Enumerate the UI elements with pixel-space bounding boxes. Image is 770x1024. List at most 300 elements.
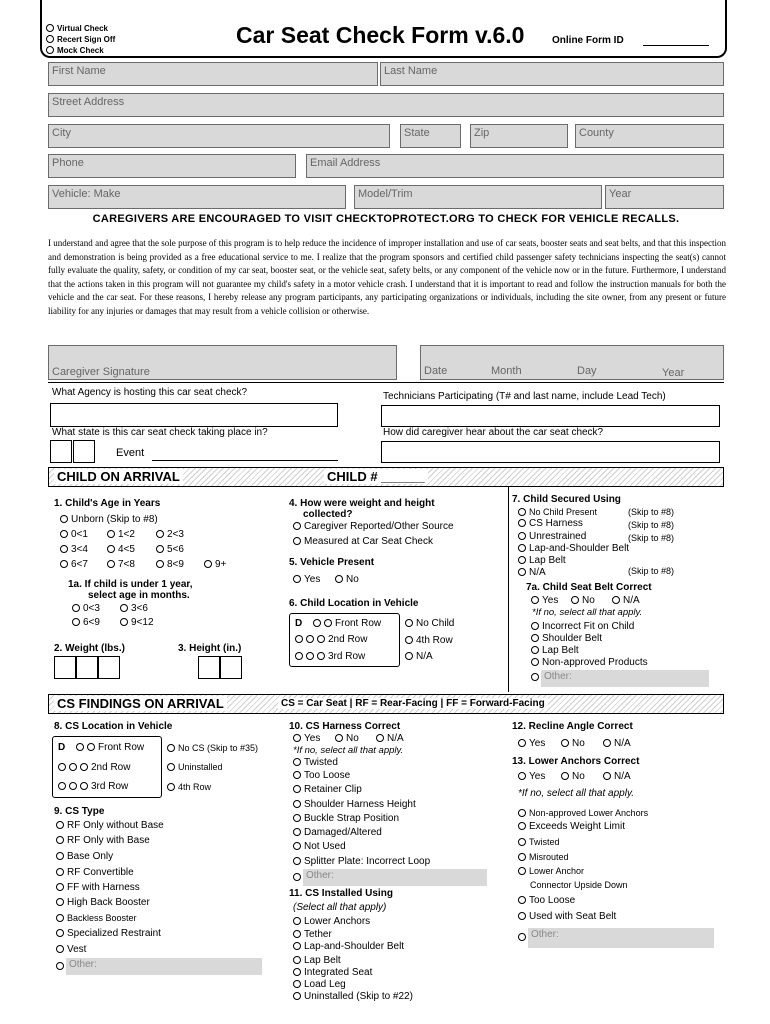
option-label: Lap Belt — [542, 645, 579, 656]
radio-icon[interactable] — [531, 622, 539, 630]
radio-icon[interactable] — [76, 743, 84, 751]
option-label: Lower Anchors — [304, 916, 371, 927]
q7a-yes[interactable] — [531, 595, 558, 607]
q8-no-cs[interactable] — [167, 742, 258, 754]
radio-icon[interactable] — [156, 560, 164, 568]
q10-option[interactable] — [293, 770, 350, 782]
option-label: Uninstalled (Skip to #22) — [304, 991, 413, 1002]
radio-icon[interactable] — [56, 836, 64, 844]
vehicle-model-field[interactable]: Model/Trim — [354, 185, 602, 209]
option-label: 4th Row — [416, 635, 453, 646]
radio-icon[interactable] — [293, 785, 301, 793]
radio-icon[interactable] — [603, 772, 611, 780]
radio-icon[interactable] — [56, 929, 64, 937]
q10-option[interactable] — [293, 784, 362, 796]
age-option[interactable] — [156, 544, 184, 556]
radio-icon[interactable] — [293, 942, 301, 950]
radio-icon[interactable] — [107, 560, 115, 568]
q11-option[interactable] — [293, 941, 404, 953]
radio-icon[interactable] — [518, 772, 526, 780]
option-label: 2nd Row — [91, 762, 131, 773]
q9-other-field[interactable]: Other: — [66, 958, 262, 975]
radio-icon[interactable] — [518, 933, 526, 941]
q13-na[interactable] — [603, 771, 631, 783]
q7a-option[interactable] — [531, 645, 579, 657]
q12-heading: 12. Recline Angle Correct — [512, 721, 633, 732]
q13-note: *If no, select all that apply. — [518, 788, 634, 799]
radio-icon[interactable] — [324, 619, 332, 627]
option-label: CS Harness — [529, 518, 583, 529]
month-option[interactable] — [72, 603, 100, 615]
option-label: Yes — [304, 574, 321, 585]
radio-icon[interactable] — [335, 734, 343, 742]
q8-3rd-row[interactable] — [58, 781, 128, 793]
option-label: Measured at Car Seat Check — [304, 536, 433, 547]
q10-option[interactable] — [293, 827, 382, 839]
radio-icon[interactable] — [69, 782, 77, 790]
month-label: Month — [491, 365, 522, 377]
q11-option[interactable] — [293, 967, 372, 979]
technicians-input[interactable] — [381, 405, 720, 427]
radio-icon[interactable] — [46, 46, 54, 54]
q9-option[interactable] — [56, 867, 134, 879]
hear-input[interactable] — [381, 441, 720, 463]
q10-option[interactable] — [293, 841, 346, 853]
option-label: Load Leg — [304, 979, 346, 990]
q10-option[interactable] — [293, 813, 399, 825]
radio-icon[interactable] — [313, 619, 321, 627]
radio-icon[interactable] — [295, 635, 303, 643]
q5-no[interactable] — [335, 574, 359, 586]
radio-icon[interactable] — [306, 635, 314, 643]
radio-icon[interactable] — [167, 763, 175, 771]
caregiver-signature-field[interactable]: Caregiver Signature — [48, 345, 397, 380]
q7a-other-field[interactable]: Other: — [541, 670, 709, 687]
q6-3rd-row[interactable] — [295, 651, 365, 663]
option-label: Shoulder Harness Height — [304, 799, 416, 810]
radio-icon[interactable] — [56, 898, 64, 906]
radio-icon[interactable] — [80, 782, 88, 790]
radio-icon[interactable] — [156, 530, 164, 538]
radio-icon[interactable] — [56, 962, 64, 970]
q10-other-field[interactable]: Other: — [303, 869, 487, 886]
age-option[interactable] — [107, 559, 135, 571]
technicians-question: Technicians Participating (T# and last name, include Lead Tech) — [383, 391, 666, 402]
q1a-heading-line2: select age in months. — [88, 590, 190, 601]
q7-heading: 7. Child Secured Using — [512, 494, 621, 505]
q12-no[interactable] — [561, 738, 585, 750]
q11-option[interactable] — [293, 916, 370, 928]
q9-option[interactable] — [56, 835, 150, 847]
radio-icon[interactable] — [293, 575, 301, 583]
radio-icon[interactable] — [531, 673, 539, 681]
state-box-1[interactable] — [50, 440, 72, 463]
radio-icon[interactable] — [204, 560, 212, 568]
radio-icon[interactable] — [107, 530, 115, 538]
month-option[interactable] — [72, 617, 100, 629]
q3-heading: 3. Height (in.) — [178, 643, 242, 654]
option-label: 1<2 — [118, 529, 135, 540]
radio-icon[interactable] — [293, 734, 301, 742]
radio-icon[interactable] — [518, 568, 526, 576]
option-label: 0<3 — [83, 603, 100, 614]
q6-2nd-row[interactable] — [295, 634, 367, 646]
q7a-option[interactable] — [531, 633, 602, 645]
option-label: Unrestrained — [529, 531, 587, 542]
radio-icon[interactable] — [518, 867, 526, 875]
radio-icon[interactable] — [405, 619, 413, 627]
state-box-2[interactable] — [73, 440, 95, 463]
radio-icon[interactable] — [293, 917, 301, 925]
q11-option[interactable] — [293, 929, 332, 941]
q13-no[interactable] — [561, 771, 585, 783]
radio-icon[interactable] — [335, 575, 343, 583]
q12-yes[interactable] — [518, 738, 545, 750]
radio-icon[interactable] — [561, 739, 569, 747]
radio-icon[interactable] — [518, 532, 526, 540]
option-label: Not Used — [304, 841, 346, 852]
q10-no[interactable] — [335, 733, 359, 745]
option-label: No — [572, 738, 585, 749]
radio-icon[interactable] — [603, 739, 611, 747]
divider — [48, 382, 724, 383]
q13-other-field[interactable]: Other: — [528, 928, 714, 948]
radio-icon[interactable] — [518, 809, 526, 817]
q8-2nd-row[interactable] — [58, 762, 130, 774]
radio-icon[interactable] — [531, 634, 539, 642]
mode-label: Virtual Check — [57, 24, 108, 33]
street-address-field[interactable]: Street Address — [48, 93, 724, 117]
q13-option[interactable] — [518, 821, 625, 833]
q11-option[interactable] — [293, 955, 341, 967]
q9-option[interactable] — [56, 820, 164, 832]
radio-icon[interactable] — [295, 652, 303, 660]
last-name-field[interactable]: Last Name — [380, 62, 724, 86]
q4-option[interactable] — [293, 536, 433, 548]
q6-front-row[interactable] — [313, 618, 381, 630]
age-option[interactable] — [60, 559, 88, 571]
option-label: 3<4 — [71, 544, 88, 555]
q10-option[interactable] — [293, 757, 338, 769]
radio-icon[interactable] — [72, 604, 80, 612]
option-label: Tether — [304, 929, 332, 940]
radio-icon[interactable] — [293, 828, 301, 836]
radio-icon[interactable] — [293, 873, 301, 881]
radio-icon[interactable] — [156, 545, 164, 553]
q10-option[interactable] — [293, 856, 430, 868]
radio-icon[interactable] — [60, 530, 68, 538]
q9-option[interactable] — [56, 897, 150, 909]
option-label: N/A — [529, 567, 546, 578]
q7-option[interactable] — [518, 567, 546, 579]
option-label: Caregiver Reported/Other Source — [304, 521, 454, 532]
radio-icon[interactable] — [405, 636, 413, 644]
q6-heading: 6. Child Location in Vehicle — [289, 598, 419, 609]
state-field[interactable]: State — [400, 124, 461, 148]
radio-icon[interactable] — [612, 596, 620, 604]
mode-label: Mock Check — [57, 46, 104, 55]
option-label: Specialized Restraint — [67, 928, 161, 939]
weight-box-2[interactable] — [76, 656, 98, 679]
radio-icon[interactable] — [518, 912, 526, 920]
q7-option[interactable] — [518, 518, 583, 530]
q12-na[interactable] — [603, 738, 631, 750]
radio-icon[interactable] — [107, 545, 115, 553]
q13-option[interactable] — [518, 851, 569, 863]
age-option[interactable] — [107, 529, 135, 541]
q7a-heading: 7a. Child Seat Belt Correct — [526, 582, 652, 593]
radio-icon[interactable] — [72, 618, 80, 626]
radio-icon[interactable] — [293, 800, 301, 808]
q7-option[interactable] — [518, 506, 597, 518]
radio-icon[interactable] — [518, 822, 526, 830]
q13-option[interactable] — [518, 836, 560, 848]
email-field[interactable]: Email Address — [306, 154, 724, 178]
radio-icon[interactable] — [60, 560, 68, 568]
q1a-heading-line1: 1a. If child is under 1 year, — [68, 579, 193, 590]
q11-option[interactable] — [293, 991, 413, 1003]
option-label: Used with Seat Belt — [529, 911, 617, 922]
option-label: N/A — [387, 733, 404, 744]
radio-icon[interactable] — [293, 758, 301, 766]
option-label: 5<6 — [167, 544, 184, 555]
online-form-id-label: Online Form ID — [552, 35, 624, 46]
radio-icon[interactable] — [531, 646, 539, 654]
q8-front-row[interactable] — [76, 742, 144, 754]
option-label: Retainer Clip — [304, 784, 362, 795]
radio-icon[interactable] — [46, 35, 54, 43]
q9-option[interactable] — [56, 912, 137, 924]
q9-option[interactable] — [56, 928, 161, 940]
option-label: 4<5 — [118, 544, 135, 555]
abbreviation-legend: CS = Car Seat | RF = Rear-Facing | FF = Forward-Facing — [278, 698, 548, 709]
radio-icon[interactable] — [293, 956, 301, 964]
county-field[interactable]: County — [575, 124, 724, 148]
radio-icon[interactable] — [293, 968, 301, 976]
age-unborn-option[interactable] — [60, 514, 158, 526]
radio-icon[interactable] — [60, 545, 68, 553]
option-label: No Child — [416, 618, 455, 629]
q10-yes[interactable] — [293, 733, 320, 745]
radio-icon[interactable] — [518, 508, 526, 516]
q8-4th-row[interactable] — [167, 781, 211, 793]
option-label: 4th Row — [178, 782, 212, 792]
height-box-2[interactable] — [220, 656, 242, 679]
q9-option[interactable] — [56, 851, 113, 863]
radio-icon[interactable] — [293, 930, 301, 938]
option-label: RF Only with Base — [67, 835, 150, 846]
agency-question: What Agency is hosting this car seat check? — [52, 387, 248, 398]
radio-icon[interactable] — [293, 842, 301, 850]
q7-skip-note: (Skip to #8) — [628, 507, 675, 517]
radio-icon[interactable] — [376, 734, 384, 742]
age-option[interactable] — [204, 559, 226, 571]
q5-yes[interactable] — [293, 574, 320, 586]
q11-option[interactable] — [293, 979, 346, 991]
q4-heading-line1: 4. How were weight and height — [289, 498, 435, 509]
age-option[interactable] — [60, 529, 88, 541]
age-option[interactable] — [60, 544, 88, 556]
q6-no-child[interactable] — [405, 618, 454, 630]
radio-icon[interactable] — [531, 658, 539, 666]
radio-icon[interactable] — [69, 763, 77, 771]
weight-box-1[interactable] — [54, 656, 76, 679]
q13-heading: 13. Lower Anchors Correct — [512, 756, 640, 767]
radio-icon[interactable] — [293, 857, 301, 865]
radio-icon[interactable] — [518, 519, 526, 527]
radio-icon[interactable] — [293, 537, 301, 545]
option-label: Too Loose — [529, 895, 576, 906]
option-label: Base Only — [67, 851, 114, 862]
age-option[interactable] — [156, 559, 184, 571]
recall-notice: CAREGIVERS ARE ENCOURAGED TO VISIT CHECKTOPROTECT.ORG TO CHECK FOR VEHICLE RECALLS. — [92, 213, 680, 225]
q6-4th-row[interactable] — [405, 635, 453, 647]
month-option[interactable] — [120, 617, 154, 629]
radio-icon[interactable] — [120, 604, 128, 612]
radio-icon[interactable] — [531, 596, 539, 604]
q8-heading: 8. CS Location in Vehicle — [54, 721, 173, 732]
radio-icon[interactable] — [60, 515, 68, 523]
radio-icon[interactable] — [56, 821, 64, 829]
option-label: Lap Belt — [304, 955, 341, 966]
radio-icon[interactable] — [87, 743, 95, 751]
q7a-note: *If no, select all that apply. — [532, 607, 643, 618]
mode-label: Recert Sign Off — [57, 35, 116, 44]
vehicle-year-field[interactable]: Year — [605, 185, 724, 209]
radio-icon[interactable] — [167, 744, 175, 752]
hear-question: How did caregiver hear about the car seat check? — [383, 427, 604, 438]
radio-icon[interactable] — [293, 980, 301, 988]
q8-uninstalled[interactable] — [167, 761, 223, 773]
q7-option[interactable] — [518, 555, 566, 567]
q13-option[interactable] — [518, 865, 584, 877]
radio-icon[interactable] — [46, 24, 54, 32]
radio-icon[interactable] — [167, 783, 175, 791]
height-box-1[interactable] — [198, 656, 220, 679]
radio-icon[interactable] — [518, 896, 526, 904]
radio-icon[interactable] — [56, 945, 64, 953]
radio-icon[interactable] — [58, 763, 66, 771]
option-label: RF Only without Base — [67, 820, 164, 831]
option-label: Uninstalled — [178, 762, 223, 772]
mode-recert-sign-off[interactable] — [46, 34, 115, 45]
radio-icon[interactable] — [80, 763, 88, 771]
q10-option[interactable] — [293, 799, 416, 811]
first-name-field[interactable]: First Name — [48, 62, 378, 86]
weight-box-3[interactable] — [98, 656, 120, 679]
option-label: 9<12 — [131, 617, 154, 628]
option-label: No Child Present — [529, 507, 598, 517]
radio-icon[interactable] — [561, 772, 569, 780]
agency-input[interactable] — [50, 403, 338, 427]
radio-icon[interactable] — [405, 652, 413, 660]
q5-heading: 5. Vehicle Present — [289, 557, 375, 568]
radio-icon[interactable] — [317, 652, 325, 660]
age-option[interactable] — [107, 544, 135, 556]
age-option[interactable] — [156, 529, 184, 541]
option-label: Integrated Seat — [304, 967, 373, 978]
state-question: What state is this car seat check taking place in? — [52, 427, 268, 438]
radio-icon[interactable] — [518, 838, 526, 846]
option-label: 3rd Row — [91, 781, 129, 792]
radio-icon[interactable] — [56, 852, 64, 860]
zip-field[interactable]: Zip — [470, 124, 568, 148]
option-label: 7<8 — [118, 559, 135, 570]
radio-icon[interactable] — [56, 868, 64, 876]
q7-option[interactable] — [518, 543, 629, 555]
q10-na[interactable] — [376, 733, 404, 745]
online-form-id-field[interactable] — [643, 45, 709, 46]
radio-icon[interactable] — [317, 635, 325, 643]
radio-icon[interactable] — [293, 771, 301, 779]
q13-option[interactable] — [518, 911, 616, 923]
option-label: Lap-and-Shoulder Belt — [304, 941, 405, 952]
q9-option[interactable] — [56, 944, 86, 956]
q6-na[interactable] — [405, 651, 433, 663]
q4-option[interactable] — [293, 521, 454, 533]
option-label: No CS (Skip to #35) — [178, 743, 259, 753]
option-label: Incorrect Fit on Child — [542, 621, 635, 632]
event-line[interactable] — [152, 460, 338, 461]
q10-note: *If no, select all that apply. — [293, 745, 404, 756]
q7a-na[interactable] — [612, 595, 640, 607]
radio-icon[interactable] — [56, 914, 64, 922]
radio-icon[interactable] — [293, 814, 301, 822]
city-field[interactable]: City — [48, 124, 390, 148]
q13-yes[interactable] — [518, 771, 545, 783]
check-mode-options — [46, 23, 115, 56]
radio-icon[interactable] — [293, 522, 301, 530]
option-label: Non-approved Lower Anchors — [529, 808, 649, 818]
radio-icon[interactable] — [120, 618, 128, 626]
q7-skip-note: (Skip to #8) — [628, 566, 675, 576]
radio-icon[interactable] — [306, 652, 314, 660]
driver-marker: D — [295, 618, 303, 629]
q7a-no[interactable] — [571, 595, 595, 607]
radio-icon[interactable] — [56, 883, 64, 891]
radio-icon[interactable] — [518, 544, 526, 552]
q13-option[interactable] — [518, 807, 648, 819]
q13-option-continuation: Connector Upside Down — [530, 880, 628, 890]
q11-heading: 11. CS Installed Using — [289, 888, 393, 899]
event-label: Event — [116, 447, 145, 459]
option-label: 3<6 — [131, 603, 148, 614]
vehicle-make-field[interactable]: Vehicle: Make — [48, 185, 346, 209]
mode-mock-check[interactable] — [46, 45, 115, 56]
radio-icon[interactable] — [293, 992, 301, 1000]
q7a-option[interactable] — [531, 621, 634, 633]
radio-icon[interactable] — [518, 853, 526, 861]
radio-icon[interactable] — [518, 556, 526, 564]
q13-option[interactable] — [518, 895, 575, 907]
liability-release-text: I understand and agree that the sole purpose of this program is to help reduce the incidence of improper installation and use of car seats, booster seats and seat belts, and that this inspection and demonstration is being provided as a free educational service to me. I realize that the program sponsors and certified child passenger safety technicians inspecting the seat(s) cannot fully evaluate the quality, safety, or condition of my car seat, booster seat, or the vehicle seat, safety belts, or any component of the vehicle now or in the future. Furthermore, I understand that the actions taken in this program will not guarantee my child's safety in a motor vehicle crash. I understand that it is important to read and follow the instruction manuals for both the vehicle and the car seat. For these reasons, I hereby release any program participants, any participating organizations or individuals, including the site owner, from any present or future liability for any injuries or damages that may result from a vehicle collision or otherwise. — [48, 238, 726, 316]
q7a-option[interactable] — [531, 657, 648, 669]
month-option[interactable] — [120, 603, 148, 615]
option-label: 2nd Row — [328, 634, 368, 645]
option-label: Splitter Plate: Incorrect Loop — [304, 856, 431, 867]
option-label: Yes — [529, 738, 546, 749]
radio-icon[interactable] — [571, 596, 579, 604]
option-label: 6<7 — [71, 559, 88, 570]
phone-field[interactable]: Phone — [48, 154, 296, 178]
option-label: 0<1 — [71, 529, 88, 540]
mode-virtual-check[interactable] — [46, 23, 115, 34]
option-label: No — [582, 595, 595, 606]
q9-option[interactable] — [56, 882, 140, 894]
radio-icon[interactable] — [518, 739, 526, 747]
q7-option[interactable] — [518, 531, 586, 543]
radio-icon[interactable] — [58, 782, 66, 790]
